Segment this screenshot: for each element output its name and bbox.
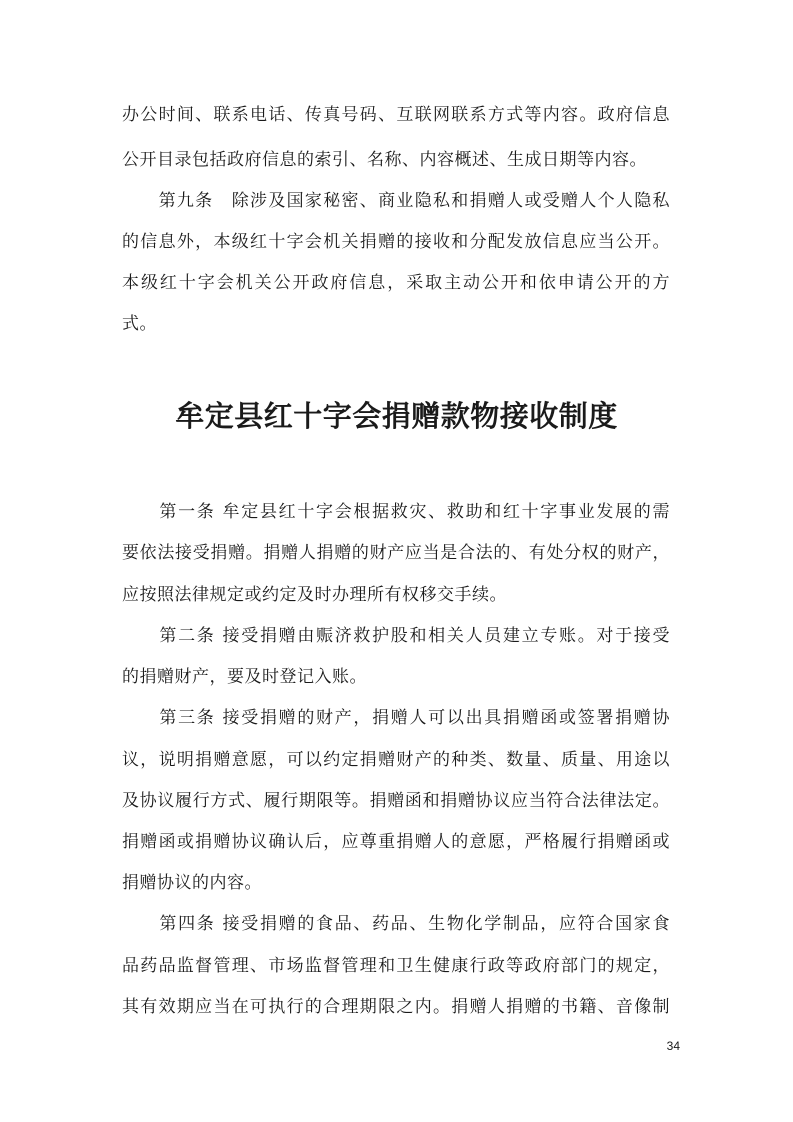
page-number: 34 bbox=[666, 1039, 680, 1053]
body-line-5: 的捐赠财产，要及时登记入账。 bbox=[122, 667, 367, 687]
body-line-10: 捐赠协议的内容。 bbox=[122, 873, 262, 893]
body-line-2: 要依法接受捐赠。捐赠人捐赠的财产应当是合法的、有处分权的财产， bbox=[122, 543, 670, 563]
intro-line-5: 本级红十字会机关公开政府信息，采取主动公开和依申请公开的方 bbox=[122, 273, 670, 293]
body-line-12: 品药品监督管理、市场监督管理和卫生健康行政等政府部门的规定， bbox=[122, 956, 670, 976]
intro-line-6: 式。 bbox=[122, 314, 157, 334]
intro-line-3: 第九条 除涉及国家秘密、商业隐私和捐赠人或受赠人个人隐私 bbox=[122, 191, 670, 211]
body-line-9: 捐赠函或捐赠协议确认后，应尊重捐赠人的意愿，严格履行捐赠函或 bbox=[122, 832, 670, 852]
body-line-6: 第三条 接受捐赠的财产，捐赠人可以出具捐赠函或签署捐赠协 bbox=[122, 708, 670, 728]
body-line-3: 应按照法律规定或约定及时办理所有权移交手续。 bbox=[122, 585, 507, 605]
intro-line-2: 公开目录包括政府信息的索引、名称、内容概述、生成日期等内容。 bbox=[122, 150, 647, 170]
body-line-4: 第二条 接受捐赠由赈济救护股和相关人员建立专账。对于接受 bbox=[122, 626, 670, 646]
body-line-1: 第一条 牟定县红十字会根据救灾、救助和红十字事业发展的需 bbox=[122, 502, 670, 522]
body-line-13: 其有效期应当在可执行的合理期限之内。捐赠人捐赠的书籍、音像制 bbox=[122, 997, 670, 1017]
body-line-7: 议，说明捐赠意愿，可以约定捐赠财产的种类、数量、质量、用途以 bbox=[122, 750, 670, 770]
intro-line-1: 办公时间、联系电话、传真号码、互联网联系方式等内容。政府信息 bbox=[122, 105, 670, 125]
body-line-11: 第四条 接受捐赠的食品、药品、生物化学制品，应符合国家食 bbox=[122, 914, 670, 934]
document-title: 牟定县红十字会捐赠款物接收制度 bbox=[175, 399, 618, 433]
body-line-8: 及协议履行方式、履行期限等。捐赠函和捐赠协议应当符合法律法定。 bbox=[122, 791, 670, 811]
intro-line-4: 的信息外，本级红十字会机关捐赠的接收和分配发放信息应当公开。 bbox=[122, 232, 670, 252]
